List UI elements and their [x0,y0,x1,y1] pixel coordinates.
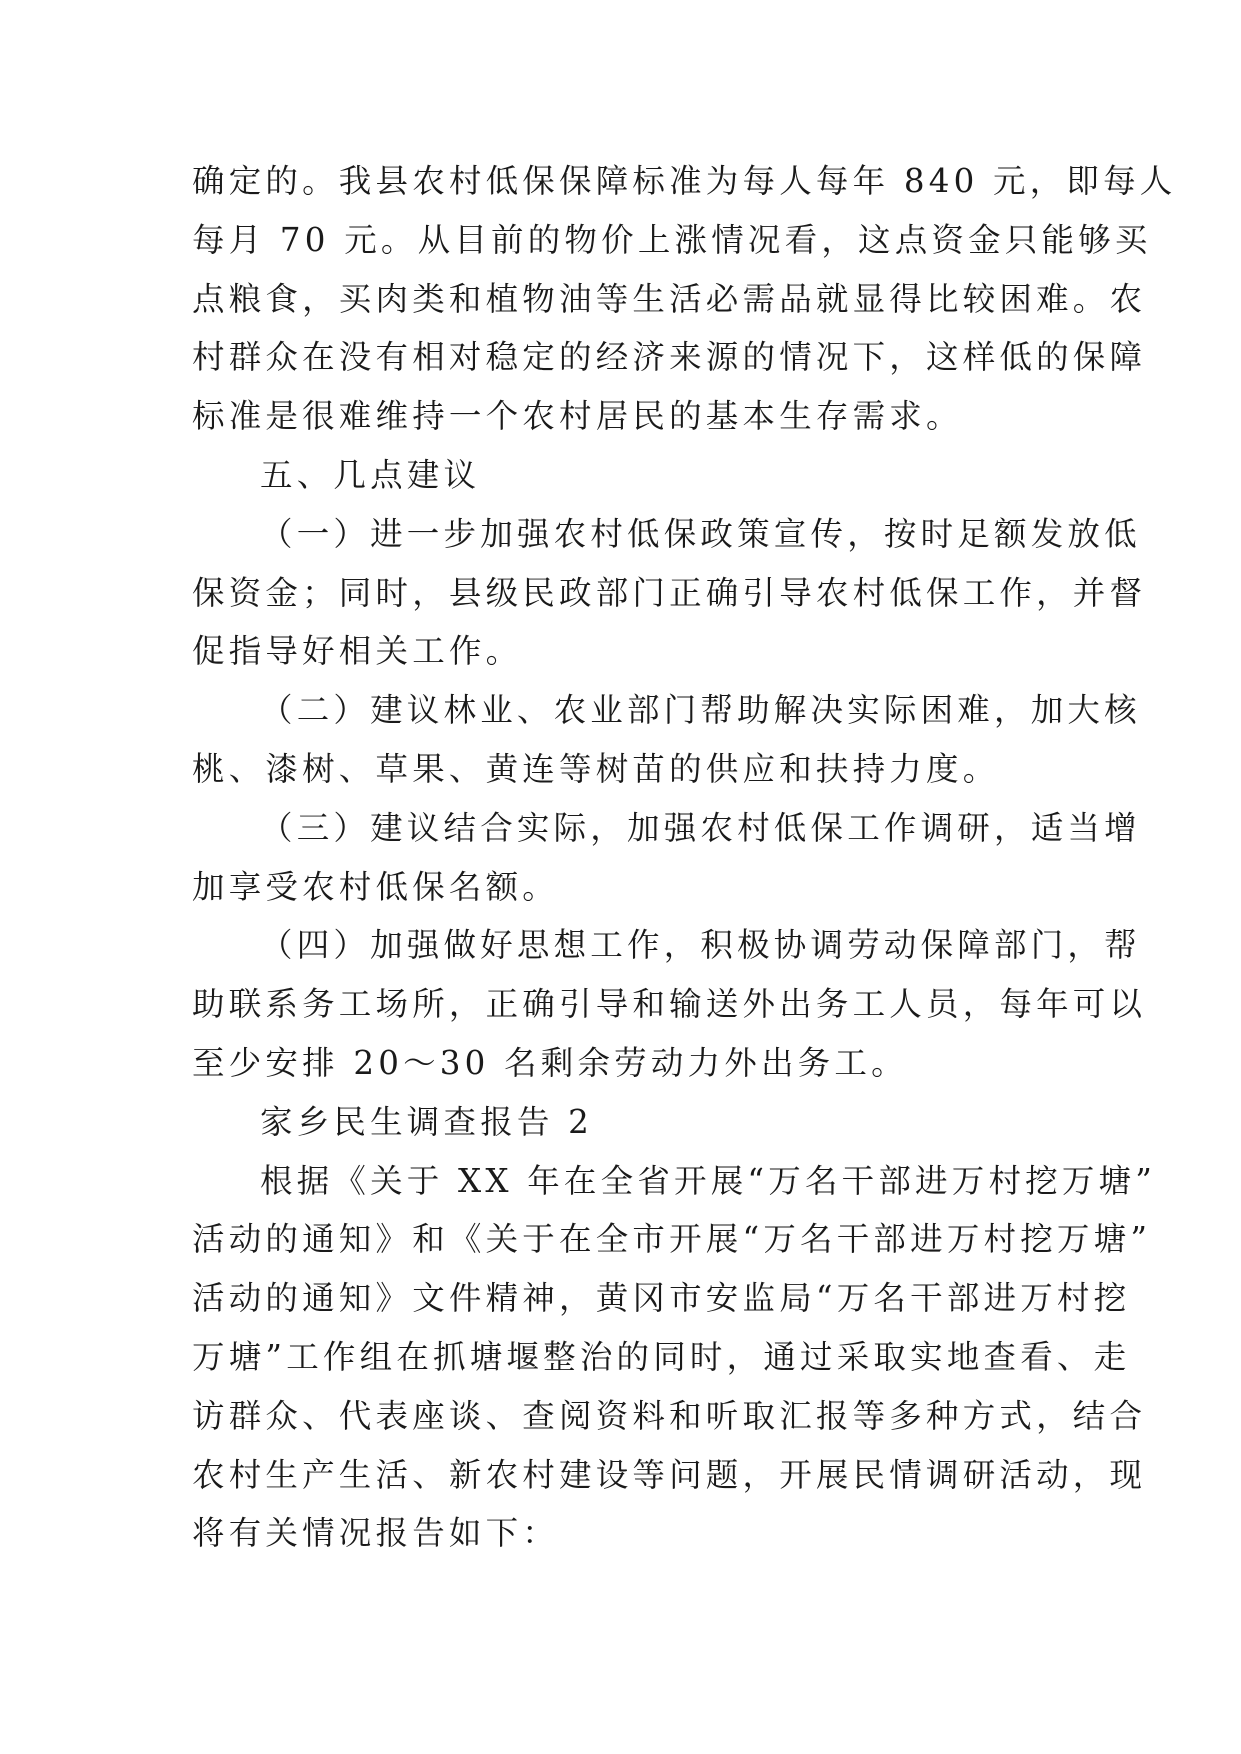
text-line: （二）建议林业、农业部门帮助解决实际困难，加大核 [260,691,1141,730]
text-line: 加享受农村低保名额。 [192,867,560,906]
text-line: 保资金；同时，县级民政部门正确引导农村低保工作，并督 [192,573,1147,612]
text-line: 访群众、代表座谈、查阅资料和听取汇报等多种方式，结合 [192,1396,1147,1435]
text-line: 桃、漆树、草果、黄连等树苗的供应和扶持力度。 [192,749,1000,788]
text-line: 标准是很难维持一个农村居民的基本生存需求。 [192,397,963,436]
text-line: （一）进一步加强农村低保政策宣传，按时足额发放低 [260,514,1141,553]
text-line: （四）加强做好思想工作，积极协调劳动保障部门，帮 [260,926,1141,965]
text-line: 万塘”工作组在抓塘堰整治的同时，通过采取实地查看、走 [192,1337,1131,1376]
text-line: 村群众在没有相对稳定的经济来源的情况下，这样低的保障 [192,338,1147,377]
text-line: 五、几点建议 [260,455,481,494]
text-line: 至少安排 20～30 名剩余劳动力外出务工。 [192,1043,908,1082]
text-line: 活动的通知》文件精神，黄冈市安监局“万名干部进万村挖 [192,1279,1131,1318]
text-line: 农村生产生活、新农村建设等问题，开展民情调研活动，现 [192,1455,1147,1494]
text-line: 家乡民生调查报告 2 [260,1102,594,1141]
text-line: 助联系务工场所，正确引导和输送外出务工人员，每年可以 [192,985,1147,1024]
text-line: 确定的。我县农村低保保障标准为每人每年 840 元，即每人 [192,162,1177,200]
text-line: 每月 70 元。从目前的物价上涨情况看，这点资金只能够买 [192,220,1152,259]
document-body [192,152,1177,1563]
text-line: 将有关情况报告如下： [192,1514,560,1553]
text-line: 活动的通知》和《关于在全市开展“万名干部进万村挖万塘” [192,1220,1152,1259]
text-line: （三）建议结合实际，加强农村低保工作调研，适当增 [260,808,1141,847]
text-line: 促指导好相关工作。 [192,632,523,671]
text-line: 点粮食，买肉类和植物油等生活必需品就显得比较困难。农 [192,279,1147,318]
text-line: 根据《关于 XX 年在全省开展“万名干部进万村挖万塘” [260,1161,1157,1200]
